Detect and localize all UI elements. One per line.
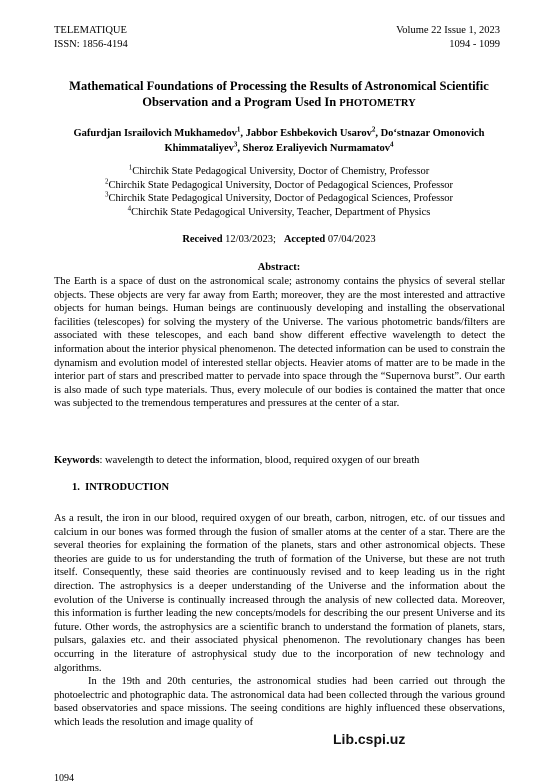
abstract-heading: Abstract: xyxy=(257,262,301,273)
library-watermark: Lib.cspi.uz xyxy=(333,731,406,747)
affiliation: $^1$Chirchik State Pedagogical University, Doctor of Chemistry, Professor xyxy=(128,163,430,177)
accepted-date: 07/04/2023 xyxy=(327,234,376,245)
page-number: 1094 xyxy=(54,773,74,784)
affiliation: $^2$Chirchik State Pedagogical University, Doctor of Pedagogical Sciences, Professor xyxy=(104,177,454,191)
paper-title xyxy=(54,78,504,112)
issn: ISSN: 1856-4194 xyxy=(54,39,128,50)
received-label: Received xyxy=(182,234,223,245)
author: Sheroz Eraliyevich Nurmamatov$^4$ xyxy=(242,140,394,154)
affiliation: $^4$Chirchik State Pedagogical University, Teacher, Department of Physics xyxy=(127,204,431,218)
paragraph: In the 19th and 20th centuries, the astronomical studies had been carried out through the photoelectric and photographic data. The astronomical data had been collected through the various ground based observatories and space missions. The seeing conditions are highly influenced these observations, which leads the resolution and image quality of xyxy=(54,676,505,728)
received-date: 12/03/2023; xyxy=(225,234,276,245)
title-main: Mathematical Foundations of Processing the Results of Astronomical Scientific Observation and a Program Used In xyxy=(69,79,489,109)
journal-name: TELEMATIQUE xyxy=(54,25,127,36)
title-last-word: PHOTOMETRY xyxy=(339,98,416,109)
journal-header-right xyxy=(396,24,500,52)
section-number: 1. xyxy=(72,482,80,493)
volume-issue: Volume 22 Issue 1, 2023 xyxy=(396,25,500,36)
abstract-text: The Earth is a space of dust on the astronomical scale; astronomy contains the physics of several stellar objects. These objects are very far away from Earth; moreover, they are the most interested and attractive objects for human beings. Human beings are continuously developing and installing the observational facilities (telescopes) for solving the mystery of the Universe. The various photometric bands/filters are associated with these telescopes, and each band show different effective wavelength to detect the information about the interior physical phenomenon. The detected information can be used to constrain the dynamism and evolution model of interested stellar objects. Heavier atoms of matter are to be made in the interior part of stars and prescribed matter to pervade into space through the “Supernova burst”. Our earth is also made of such type materials. Thus, every molecule of our bodies is contained the matter that once was subjected to the tremendous temperatures and pressures at the center of a star. xyxy=(54,276,505,410)
keywords-label: Keywords xyxy=(54,455,100,466)
submission-dates xyxy=(54,234,504,245)
affiliation: $^3$Chirchik State Pedagogical University, Doctor of Pedagogical Sciences, Professor xyxy=(104,190,454,204)
author: Gafurdjan Israilovich Mukhamedov$^1$, xyxy=(73,125,246,139)
author: Jabbor Eshbekovich Usarov$^2$, xyxy=(245,125,381,139)
accepted-label: Accepted xyxy=(283,234,326,245)
journal-header-left xyxy=(54,24,128,52)
keywords-text: : wavelength to detect the information, blood, required oxygen of our breath xyxy=(99,455,420,466)
paragraph: As a result, the iron in our blood, required oxygen of our breath, carbon, nitrogen, etc. of our tissues and calcium in our bones was formed through the fusion of smaller atoms at the center of a star. There are the several theories for explaining the formation of the planets, stars and other astronomical objects. These theories are guide to us for understanding the truth of formation of the Universe, but these are not truth itself. Consequently, these said theories are continuously revised and to keep leading us in the right direction. The astrophysics is a deeper understanding of the Universe and the information about the evolution of the Universe is continually increased through the analysis of new collected data. Moreover, this information is further leading the new concepts/models for describing the our present Universe and its future. Other words, the astrophysics are a scientific branch to understand the formation of planets, stars, pulsars, galaxies etc. and their associated physical phenomenon. The revolutionary changes has been occurring in the literature of astrophysical study due to the incorporation of new technology and algorithms. xyxy=(54,513,505,674)
body-text xyxy=(54,512,505,730)
author-list xyxy=(54,126,504,156)
section-heading xyxy=(72,482,169,493)
page-range: 1094 - 1099 xyxy=(449,39,500,50)
keywords xyxy=(54,455,505,466)
section-title: INTRODUCTION xyxy=(85,482,170,493)
affiliation-list xyxy=(54,165,504,219)
author: Do‘stnazar Omonovich Khimmataliyev$^3$, xyxy=(164,128,485,154)
